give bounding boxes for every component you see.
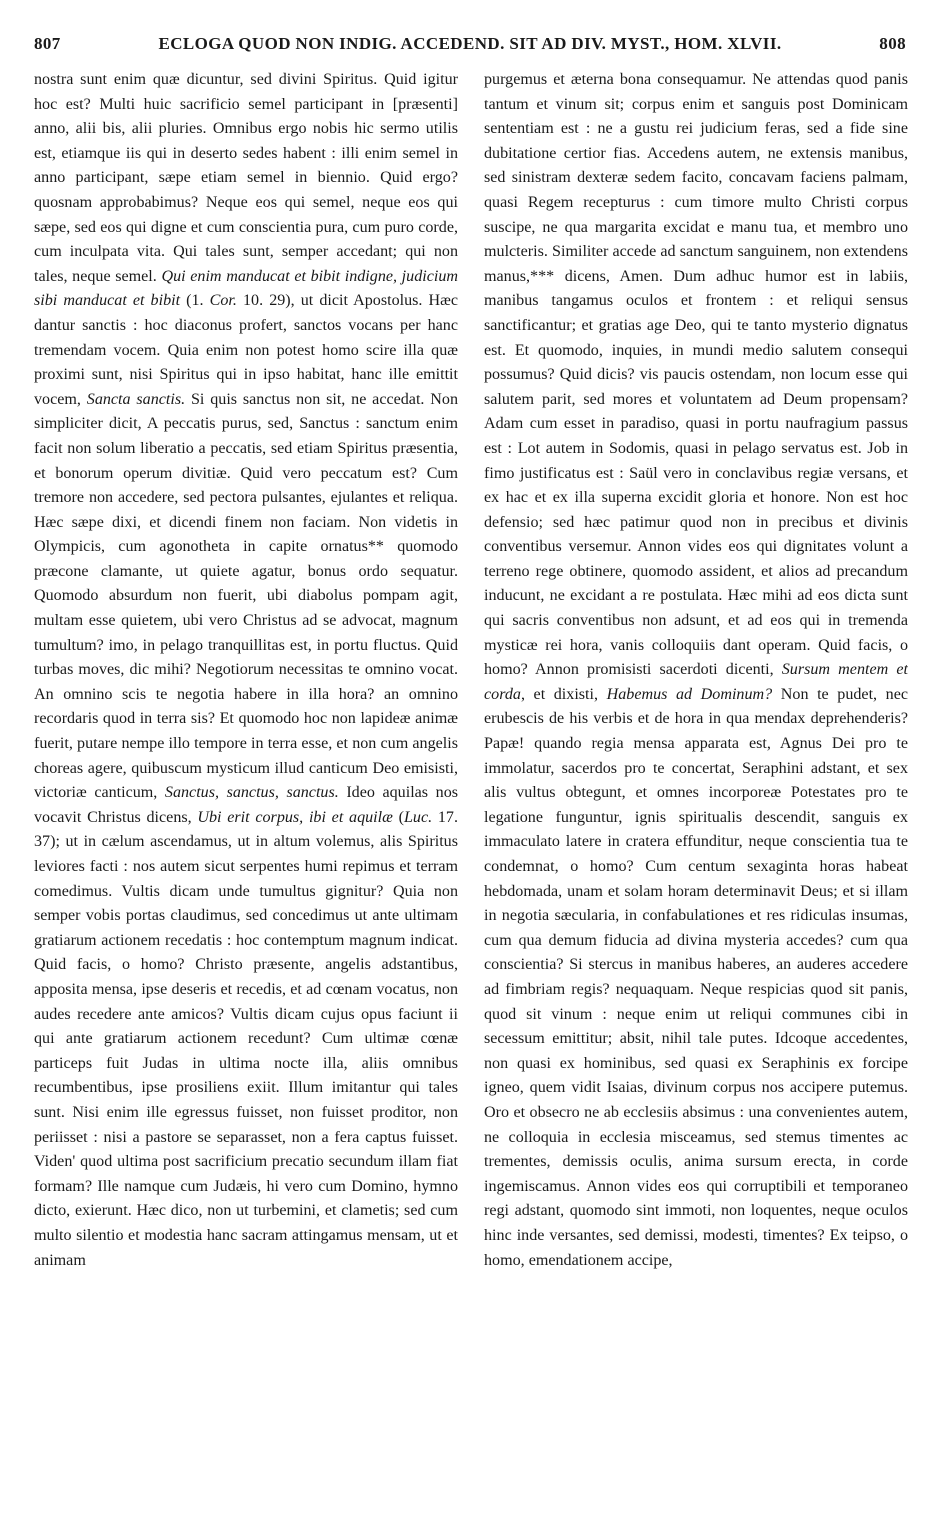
italic-citation: Ubi erit corpus, ibi et aquilæ: [197, 808, 393, 826]
text-run: (: [392, 808, 404, 826]
running-header: [34, 34, 906, 60]
italic-citation: Sanctus, sanctus, sanctus.: [164, 784, 339, 802]
text-run: Ideo aquilas nos vocavit Christus dicens,: [34, 784, 458, 826]
italic-citation: Sancta sanctis.: [86, 390, 186, 408]
text-run: 10. 29), ut dicit Apostolus. Hæc dantur sanctis : hoc diaconus profert, sanctos vocans per hanc tremendam vocem. Quia enim non potest homo scire illa quæ proximi sunt, nisi Spiritus qui in ipso habitat, hanc ille emittit vocem,: [34, 292, 458, 408]
left-column-text: [34, 68, 458, 1273]
right-column-text: [484, 68, 908, 1273]
text-run: 17. 37); ut in cælum ascendamus, ut in altum volemus, alis Spiritus leviores facti : nos autem sicut serpentes humi repimus et terram comedimus. Vultis dicam unde tumultus gignitur? Quia non semper vobis portas claudimus, sed concedimus ut ante ultimam gratiarum actionem recedatis : hoc contemptum magnum indicat. Quid facis, o homo? Christo præsente, angelis adstantibus, apposita mensa, ipse deseris et recedis, et ad cœnam vocatus, non audes recedere ante amicos? Vultis dicam cujus opus faciunt ii qui ante gratiarum actionem recedunt? Cum ultimæ cœnæ particeps fuit Judas in ultima nocte illa, aliis omnibus recumbentibus, ipse prosiliens exiit. Illum imitantur qui tales sunt. Nisi enim ille egressus fuisset, non fuisset proditor, non periisset : nisi a pastore se separasset, non a fera captus fuisset. Viden' quod ultima post sacrificium precatio secundum illam fiat formam? Ille namque cum Judæis, hi vero cum Domino, hymno dicto, exierunt. Hæc dico, non ut turbemini, et clametis; sed cum multo silentio et modestia hanc sacram attingamus mensam, ut et animam: [34, 808, 458, 1269]
text-run: Non te pudet, nec erubescis de his verbis et de hora in qua mendax deprehenderis? Papæ! quando regia mensa apparata est, Agnus Dei pro te immolatur, sacerdos pro te concertat, Seraphini adstant, et sex alis vultus obtegunt, et omnes incorporeæ Potestates pro te legatione funguntur, ignis spiritualis descendit, sanguis ex immaculato latere in cratera effunditur, neque conscientia tua te condemnat, o homo? Cum centum sexaginta horas habeat hebdomada, unam et solam horam determinavit Deus; et si illam in negotia sæcularia, in confabulationes et res ridiculas insumas, cum qua demum fiducia ad divina mysteria accedes? cum qua conscientia? Si stercus in manibus haberes, an auderes accedere ad fimbriam regis? nequaquam. Neque respicias quod sit panis, quod sit vinum : neque enim ut reliqui communes cibi in secessum emittitur; absit, nihil tale putes. Idcoque accedentes, non quasi ex hominibus, sed quasi ex Seraphinis ex forcipe igneo, quem vidit Isaias, divinum corpus nos accipere putemus. Oro et obsecro ne ab ecclesiis absimus : una convenientes autem, ne colloquia in ecclesia misceamus, sed stemus timentes ac trementes, demissis oculis, anima sursum erecta, in corde ingemiscamus. Annon vides eos qui corruptibili et temporaneo regi adstant, quomodo sint immoti, non loquentes, neque oculos hinc inde versantes, sed demissi, modesti, timentes? Ex teipso, o homo, emendationem accipe,: [484, 685, 908, 1269]
text-run: Si quis sanctus non sit, ne accedat. Non simpliciter dicit, A peccatis purus, sed, Sanctus : sanctum enim facit non solum liberatio a peccatis, sed etiam Spiritus præsentia, et bonorum operum divitiæ. Quid vero peccatum est? Cum tremore non accedere, sed pectora pulsantes, ejulantes et reliqua. Hæc sæpe dixi, et dicendi finem non faciam. Non videtis in Olympicis, cum agonotheta in capite ornatus** quomodo præcone clamante, ut quiete agatur, bonus ordo sequatur. Quomodo absurdum non fuerit, ubi diabolus pompam agit, multam esse quietem, ubi vero Christus ad se advocat, magnum tumultum? imo, in pelago tranquillitas est, in portu fluctus. Quid turbas moves, dic mihi? Negotiorum necessitas te omnino vocat. An omnino scis te negotia habere in illa hora? an omnino recordaris quod in terra sis? Et quomodo hoc non lapideæ animæ fuerit, putare nempe illo tempore in terra esse, et non cum angelis choreas agere, quibuscum mysticum illud canticum Deo emisisti, victoriæ canticum,: [34, 390, 458, 802]
text-run: nostra sunt enim quæ dicuntur, sed divini Spiritus. Quid igitur hoc est? Multi huic sacrificio semel participant in [præsenti] anno, alii bis, alii pluries. Omnibus ergo nobis hic sermo utilis est, etiamque iis qui in deserto sedes habent : illi enim semel in anno participant, sæpe etiam semel in biennio. Quid ergo? quosnam approbabimus? Neque eos qui semel, neque eos qui sæpe, sed eos qui digne et cum conscientia pura, cum puro corde, cum inculpata vita. Qui tales sunt, semper accedant; qui non tales, neque semel.: [34, 71, 458, 285]
page-number-right: 808: [879, 34, 906, 53]
right-column: [484, 68, 908, 1530]
italic-citation: Habemus ad Dominum?: [606, 685, 773, 703]
text-run: (1.: [180, 292, 210, 310]
italic-citation: Qui enim manducat et bibit indigne, judicium sibi manducat et bibit: [34, 267, 458, 310]
left-column: [34, 68, 458, 1530]
running-title: ECLOGA QUOD NON INDIG. ACCEDEND. SIT AD DIV. MYST., HOM. XLVII.: [158, 34, 782, 53]
text-run: , et dixisti,: [520, 685, 607, 703]
italic-citation: Luc.: [403, 808, 433, 826]
italic-citation: Cor.: [209, 292, 237, 310]
text-run: purgemus et æterna bona consequamur. Ne attendas quod panis tantum et vinum sit; corpus enim et sanguis post Dominicam sententiam est : ne a gustu rei judicium feras, sed a fide sine dubitatione certior fias. Accedens autem, ne extensis manibus, sed sinistram dexteræ sedem facito, concavam faciens palmam, quasi Regem recepturus : cum timore multo Christi corpus suscipe, ne qua margarita excidat e manu tua, et membro uno mulcteris. Similiter accede ad sanctum sanguinem, non extendens manus,*** dicens, Amen. Dum adhuc humor est in labiis, manibus tangamus oculos et frontem : et reliqui sensus sanctificantur; et gratias age Deo, qui te tanto mysterio dignatus est. Et quomodo, inquies, in mundi medio salutem consequi possumus? Quid dicis? vis paucis ostendam, non locum esse qui salutem parit, sed mores et voluntatem ad Deum propensam? Adam cum esset in paradiso, quasi in portu naufragium passus est : Lot autem in Sodomis, quasi in pelago servatus est. Job in fimo justificatus est : Saül vero in conclavibus regiæ versans, et ex hac et ex illa superna excidit gloria et honore. Non est hoc defensio; sed hæc patimur quod non in precibus et divinis conventibus versemur. Annon vides eos qui dignitates volunt a terreno rege obtinere, quomodo assident, et alios ad precandum inducunt, ne excidant a re postulata. Hæc mihi ad eos dicta sunt qui sacris conventibus non adsunt, et ad eos qui in tremenda mysticæ rei hora, vanis colloquiis dant operam. Quid facis, o homo? Annon promisisti sacerdoti dicenti,: [484, 71, 908, 679]
page-number-left: 807: [34, 34, 61, 53]
italic-citation: Sursum mentem et corda: [484, 661, 908, 703]
